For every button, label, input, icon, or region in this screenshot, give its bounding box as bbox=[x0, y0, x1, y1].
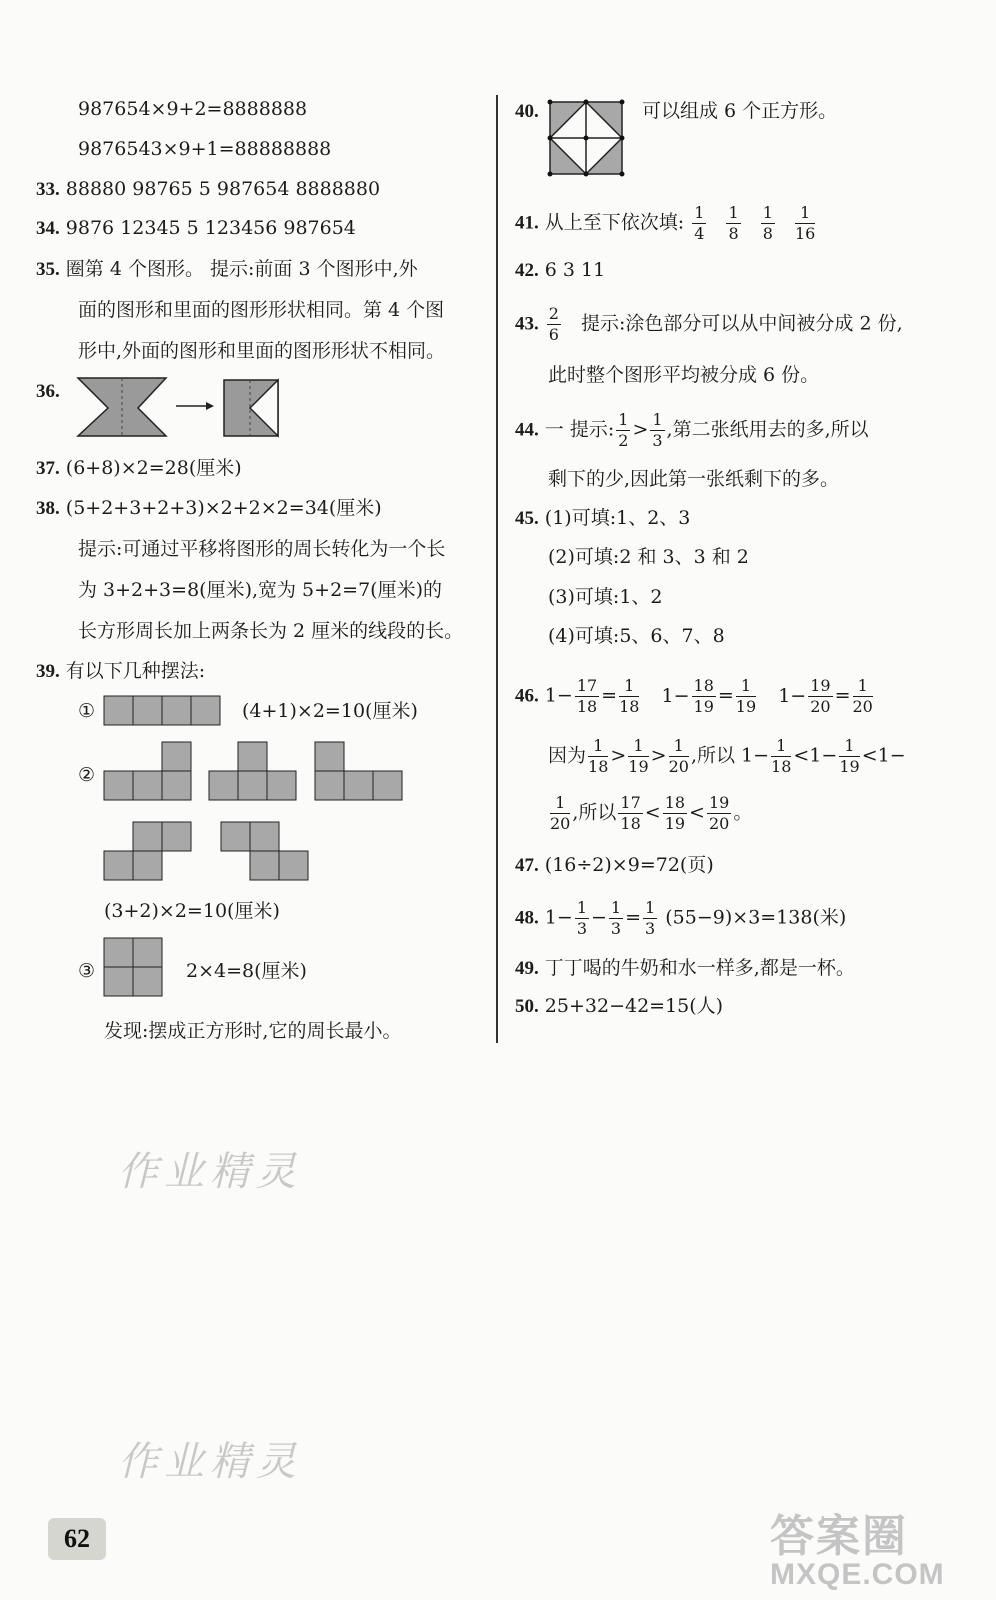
answer-line: $\frac{1}{20}$ ,所以 $\frac{17}{18}$ < $\frac{18}{19}$ < $\frac{19}{20}$ 。 bbox=[550, 793, 753, 833]
answer-text: 丁丁喝的牛奶和水一样多,都是一杯。 bbox=[544, 957, 855, 979]
logo-site: MXQE.COM bbox=[770, 1558, 945, 1591]
answer-text: (5+2+3+2+3)×2+2×2=34(厘米) bbox=[65, 497, 382, 519]
fraction: $\frac{1}{18}$ bbox=[588, 736, 609, 776]
arrow-head bbox=[206, 402, 214, 410]
answer-50 bbox=[515, 993, 723, 1020]
answer-line: 面的图形和里面的图形形状相同。第 4 个图 bbox=[78, 299, 445, 321]
fraction: $\frac{1}{19}$ bbox=[735, 676, 757, 716]
answer-36-figure bbox=[78, 378, 318, 438]
answer-line: 9876543×9+1=88888888 bbox=[78, 138, 332, 160]
fraction: $\frac{19}{20}$ bbox=[810, 676, 831, 716]
page-number: 62 bbox=[48, 1518, 106, 1560]
question-number: 35. bbox=[36, 259, 60, 280]
answer-45 bbox=[515, 505, 690, 532]
answer-line: (4)可填:5、6、7、8 bbox=[548, 625, 725, 647]
finding-text: 发现:摆成正方形时,它的周长最小。 bbox=[104, 1020, 402, 1042]
watermark-text: 作业精灵 bbox=[118, 1439, 302, 1485]
answer-text: 可以组成 6 个正方形。 bbox=[642, 100, 838, 122]
fraction: $\frac{2}{6}$ bbox=[548, 304, 559, 344]
answer-44: 44. 一 提示: $\frac{1}{2}$ > $\frac{1}{3}$ ,第二张纸用去的多,所以 bbox=[515, 410, 869, 450]
question-number: 36. bbox=[36, 381, 60, 402]
question-number: 41. bbox=[515, 212, 539, 234]
fraction: $\frac{1}{20}$ bbox=[550, 793, 571, 833]
fraction: $\frac{1}{3}$ bbox=[645, 898, 656, 938]
fraction: $\frac{1}{4}$ bbox=[694, 203, 705, 243]
arrangement-1-marker: ① bbox=[78, 700, 96, 722]
fraction: $\frac{1}{18}$ bbox=[771, 736, 792, 776]
fraction: $\frac{1}{20}$ bbox=[668, 736, 689, 776]
answer-line: 剩下的少,因此第一张纸剩下的多。 bbox=[548, 468, 840, 490]
arrangement-3-figure bbox=[104, 938, 166, 1000]
question-number: 33. bbox=[36, 179, 60, 200]
fraction: $\frac{18}{19}$ bbox=[693, 676, 714, 716]
answer-text: (16÷2)×9=72(页) bbox=[544, 854, 714, 876]
answer-line: 此时整个图形平均被分成 6 份。 bbox=[548, 364, 820, 386]
answer-line: 形中,外面的图形和里面的图形形状不相同。 bbox=[78, 340, 446, 362]
answer-46: 46. 1− $\frac{17}{18}$ = $\frac{1}{18}$ 1− $\frac{18}{19}$ = $\frac{1}{19}$ 1− $\frac{19}{20}$ = $\frac{1}{20}$ bbox=[515, 676, 873, 716]
answer-line: 长方形周长加上两条长为 2 厘米的线段的长。 bbox=[78, 620, 464, 642]
fraction: $\frac{17}{18}$ bbox=[576, 676, 598, 716]
arrangement-1-text: (4+1)×2=10(厘米) bbox=[242, 700, 418, 722]
answer-48: 48. 1− $\frac{1}{3}$ − $\frac{1}{3}$ = $\frac{1}{3}$ (55−9)×3=138(米) bbox=[515, 898, 847, 938]
fraction: $\frac{1}{3}$ bbox=[610, 898, 622, 938]
answer-33 bbox=[36, 176, 380, 203]
arrangement-3-text: 2×4=8(厘米) bbox=[186, 960, 307, 982]
answer-text: 提示:涂色部分可以从中间被分成 2 份, bbox=[581, 312, 903, 335]
answer-text: (55−9)×3=138(米) bbox=[659, 906, 847, 929]
answer-line: 为 3+2+3=8(厘米),宽为 5+2=7(厘米)的 bbox=[78, 579, 442, 601]
fraction: $\frac{1}{8}$ bbox=[762, 203, 773, 243]
fraction: $\frac{1}{16}$ bbox=[794, 203, 816, 243]
answer-text: 圈第 4 个图形。 提示:前面 3 个图形中,外 bbox=[65, 258, 418, 280]
arrangement-2-text: (3+2)×2=10(厘米) bbox=[104, 900, 280, 922]
answer-text: 6 3 11 bbox=[544, 259, 606, 281]
question-number: 37. bbox=[36, 458, 60, 479]
answer-text: 从上至下依次填: bbox=[544, 211, 685, 234]
answer-34 bbox=[36, 215, 356, 242]
question-number: 50. bbox=[515, 996, 539, 1017]
answer-36 bbox=[36, 378, 60, 405]
answer-47 bbox=[515, 852, 714, 879]
fraction: $\frac{17}{18}$ bbox=[620, 793, 641, 833]
answer-line: (2)可填:2 和 3、3 和 2 bbox=[548, 546, 749, 568]
logo-title: 答案圈 bbox=[770, 1512, 908, 1561]
answer-text: 有以下几种摆法: bbox=[65, 660, 206, 682]
answer-37 bbox=[36, 455, 242, 482]
fraction: $\frac{1}{2}$ bbox=[618, 410, 629, 450]
answer-line: (3)可填:1、2 bbox=[548, 586, 663, 608]
question-number: 45. bbox=[515, 508, 539, 529]
answer-line: 987654×9+2=8888888 bbox=[78, 98, 308, 120]
arrangement-1-figure bbox=[104, 696, 224, 726]
answer-40-figure bbox=[548, 100, 624, 176]
question-number: 47. bbox=[515, 855, 539, 876]
answer-text: 88880 98765 5 987654 8888880 bbox=[65, 178, 381, 200]
fraction: $\frac{1}{8}$ bbox=[728, 203, 739, 243]
answer-text: ,第二张纸用去的多,所以 bbox=[666, 418, 869, 441]
question-number: 40. bbox=[515, 101, 539, 122]
watermark-text: 作业精灵 bbox=[118, 1149, 302, 1195]
answer-text: (1)可填:1、2、3 bbox=[544, 507, 691, 529]
fraction: $\frac{1}{19}$ bbox=[839, 736, 860, 776]
answer-39 bbox=[36, 658, 205, 685]
question-number: 48. bbox=[515, 907, 539, 929]
answer-text: 一 提示: bbox=[544, 418, 615, 441]
question-number: 42. bbox=[515, 260, 539, 281]
answer-line: 因为 $\frac{1}{18}$ > $\frac{1}{19}$ > $\frac{1}{20}$ ,所以 1− $\frac{1}{18}$ <1− $\frac{1}{19}$ <1− bbox=[548, 736, 906, 776]
answer-text: 25+32−42=15(人) bbox=[544, 995, 724, 1017]
fraction: $\frac{18}{19}$ bbox=[664, 793, 686, 833]
question-number: 44. bbox=[515, 419, 539, 441]
answer-35 bbox=[36, 256, 418, 283]
answer-42 bbox=[515, 257, 605, 284]
fraction: $\frac{1}{3}$ bbox=[576, 898, 587, 938]
fraction: $\frac{1}{19}$ bbox=[628, 736, 649, 776]
answer-text: 9876 12345 5 123456 987654 bbox=[65, 217, 356, 239]
column-divider bbox=[496, 95, 498, 1043]
site-logo bbox=[770, 1500, 945, 1592]
answer-49 bbox=[515, 955, 855, 982]
fraction: $\frac{1}{20}$ bbox=[852, 676, 873, 716]
answer-43 bbox=[515, 306, 903, 343]
arrangement-2-figures bbox=[104, 742, 414, 882]
question-number: 46. bbox=[515, 685, 539, 707]
question-number: 34. bbox=[36, 218, 60, 239]
question-number: 49. bbox=[515, 958, 539, 979]
answer-38 bbox=[36, 495, 382, 522]
fraction: $\frac{1}{3}$ bbox=[652, 410, 663, 450]
fraction: $\frac{19}{20}$ bbox=[708, 793, 730, 833]
answer-41 bbox=[515, 205, 817, 242]
question-number: 38. bbox=[36, 498, 60, 519]
answer-40 bbox=[515, 98, 539, 125]
answer-line: 提示:可通过平移将图形的周长转化为一个长 bbox=[78, 538, 446, 560]
question-number: 39. bbox=[36, 661, 60, 682]
answer-text: (6+8)×2=28(厘米) bbox=[65, 457, 242, 479]
fraction: $\frac{1}{18}$ bbox=[619, 676, 640, 716]
arrangement-3-marker: ③ bbox=[78, 960, 96, 982]
arrangement-2-marker: ② bbox=[78, 764, 96, 786]
question-number: 43. bbox=[515, 313, 539, 335]
